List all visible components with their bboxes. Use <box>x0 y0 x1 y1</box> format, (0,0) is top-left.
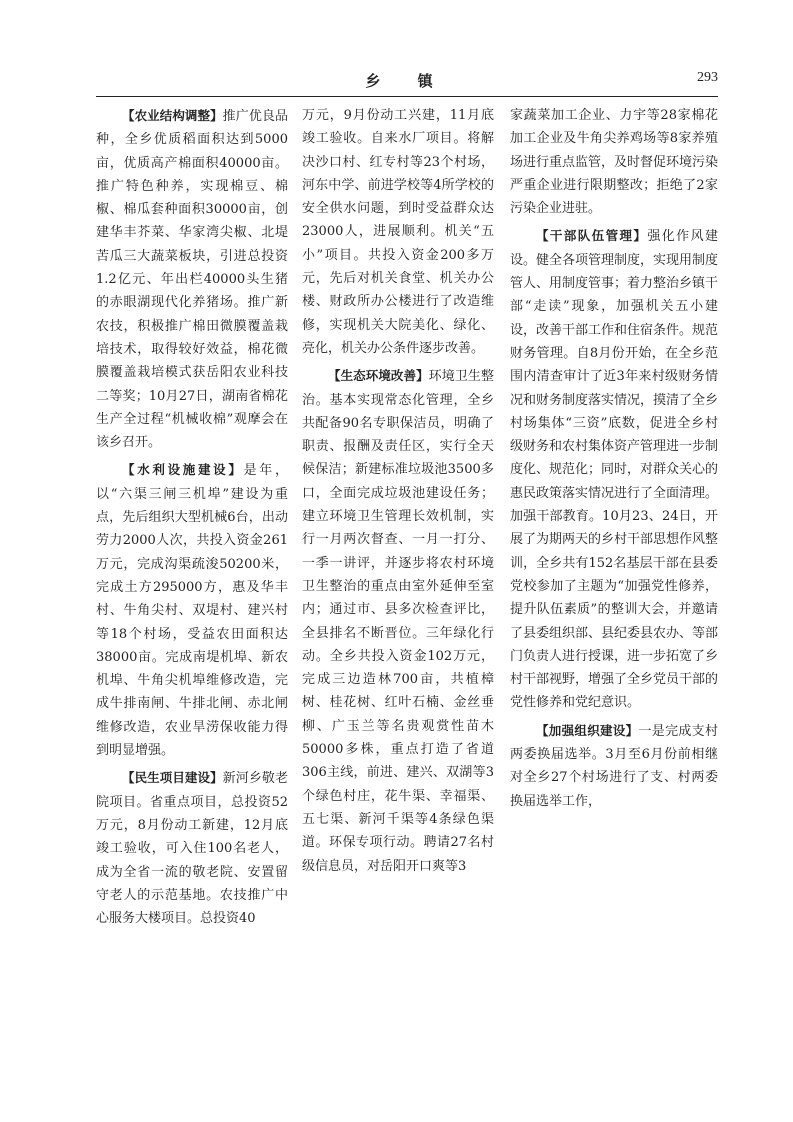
header-rule <box>96 96 718 97</box>
text-water: 是年，以“六渠三闸三机埠”建设为重点，先后组织大型机械6台，出动劳力2000人次，共投入资金261万元，完成沟渠疏浚50200米，完成土方295000方，惠及华丰村、牛角尖村、双堤村、建兴村等18个村场，受益农田面积达38000亩。完成南堤机埠、新农机埠、牛角尖机埠维修改造，完成牛排南闸、牛排北闸、赤北闸维修改造，农业旱涝保收能力得到明显增强。 <box>96 463 288 759</box>
keyword-organization: 【加强组织建设】 <box>536 722 639 738</box>
running-header <box>96 68 718 96</box>
column-3 <box>510 104 718 813</box>
text-cadre: 强化作风建设。健全各项管理制度，实现用制度管人、用制度管事；着力整治乡镇干部“走读”现象，加强机关五小建设，改善干部工作和住宿条件。规范财务管理。自8月份开始，在全乡范围内清查审计了近3年来村级财务情况和财务制度落实情况，摸清了全乡村场集体“三资”底数，促进全乡村级财务和农村集体资产管理进一步制度化、规范化；同时，对群众关心的惠民政策落实情况进行了全面清理。加强干部教育。10月23、24日，开展了为期两天的乡村干部思想作风整训，全乡共有152名基层干部在县委党校参加了主题为“加强党性修养，提升队伍素质”的整训大会，并邀请了县委组织部、县纪委县农办、等部门负责人进行授课，进一步拓宽了乡村干部视野，增强了全乡党员干部的党性修养和党纪意识。 <box>510 229 719 711</box>
paragraph-livelihood <box>96 766 288 930</box>
paragraph-cadre <box>510 224 718 714</box>
keyword-environment: 【生态环境改善】 <box>328 368 429 384</box>
paragraph-livelihood-continued <box>302 104 494 360</box>
text-agriculture: 推广优良品种，全乡优质稻面积达到5000亩，优质高产棉面积40000亩。推广特色种养，实现棉豆、棉椒、棉瓜套种面积30000亩，创建华丰芥菜、华家湾尖椒、北堤苦瓜三大蔬菜板块，引进总投资1.2亿元、年出栏40000头生猪的赤眼湖现代化养猪场。推广新农技，积极推广棉田微膜覆盖栽培技术，取得较好效益，棉花微膜覆盖栽培模式获岳阳农业科技二等奖；10月27日，湖南省棉花生产全过程“机械收棉”观摩会在该乡召开。 <box>96 109 288 451</box>
paragraph-environment <box>302 364 494 878</box>
text-organization: 一是完成支村两委换届选举。3月至6月份前相继对全乡27个村场进行了支、村两委换届选举工作， <box>510 723 718 809</box>
text-livelihood-continued: 万元，9月份动工兴建，11月底竣工验收。自来水厂项目。将解决沙口村、红专村等23个村场，河东中学、前进学校等4所学校的安全供水问题，到时受益群众达23000人，进展顺利。机关“五小”项目。共投入资金200多万元，先后对机关食堂、机关办公楼、财政所办公楼进行了改造维修，实现机关大院美化、绿化、亮化，机关办公条件逐步改善。 <box>302 108 494 356</box>
article-body <box>96 104 718 1104</box>
paragraph-environment-continued <box>510 104 718 220</box>
paragraph-organization <box>510 719 718 813</box>
column-1 <box>96 104 288 930</box>
paragraph-agriculture <box>96 104 288 454</box>
keyword-agriculture: 【农业结构调整】 <box>122 108 223 123</box>
text-environment: 环境卫生整治。基本实现常态化管理，全乡共配备90名专职保洁员，明确了职责、报酬及责任区，实行全天候保洁；新建标准垃圾池3500多口，全面完成垃圾池建设任务；建立环境卫生管理长效机制，实行一月两次督查、一月一打分、一季一讲评，并逐步将农村环境卫生整治的重点由室外延伸至室内；通过市、县多次检查评比，全县排名不断晋位。三年绿化行动。全乡共投入资金102万元，完成三边造林700亩，共植樟树、桂花树、红叶石楠、金丝垂柳、广玉兰等名贵观赏性苗木50000多株，重点打造了省道306主线，前进、建兴、双湖等3个绿色村庄，花牛渠、幸福渠、五七渠、新河千渠等4条绿色渠道。环保专项行动。聘请27名村级信息员，对岳阳开口爽等3 <box>302 369 494 874</box>
text-livelihood: 新河乡敬老院项目。省重点项目，总投资52万元，8月份动工新建，12月底竣工验收，可入住100名老人，成为全省一流的敬老院、安置留守老人的示范基地。农技推广中心服务大楼项目。总投资40 <box>96 771 288 927</box>
keyword-livelihood: 【民生项目建设】 <box>122 770 223 786</box>
keyword-water: 【水利设施建设】 <box>122 462 244 478</box>
section-title: 乡 镇 <box>365 72 449 90</box>
column-2 <box>302 104 494 878</box>
text-environment-continued: 家蔬菜加工企业、力宇等28家棉花加工企业及牛角尖养鸡场等8家养殖场进行重点监管，及时督促环境污染严重企业进行限期整改；拒绝了2家污染企业进驻。 <box>510 108 719 217</box>
keyword-cadre: 【干部队伍管理】 <box>536 228 648 244</box>
page-number: 293 <box>697 70 718 85</box>
paragraph-water <box>96 458 288 762</box>
